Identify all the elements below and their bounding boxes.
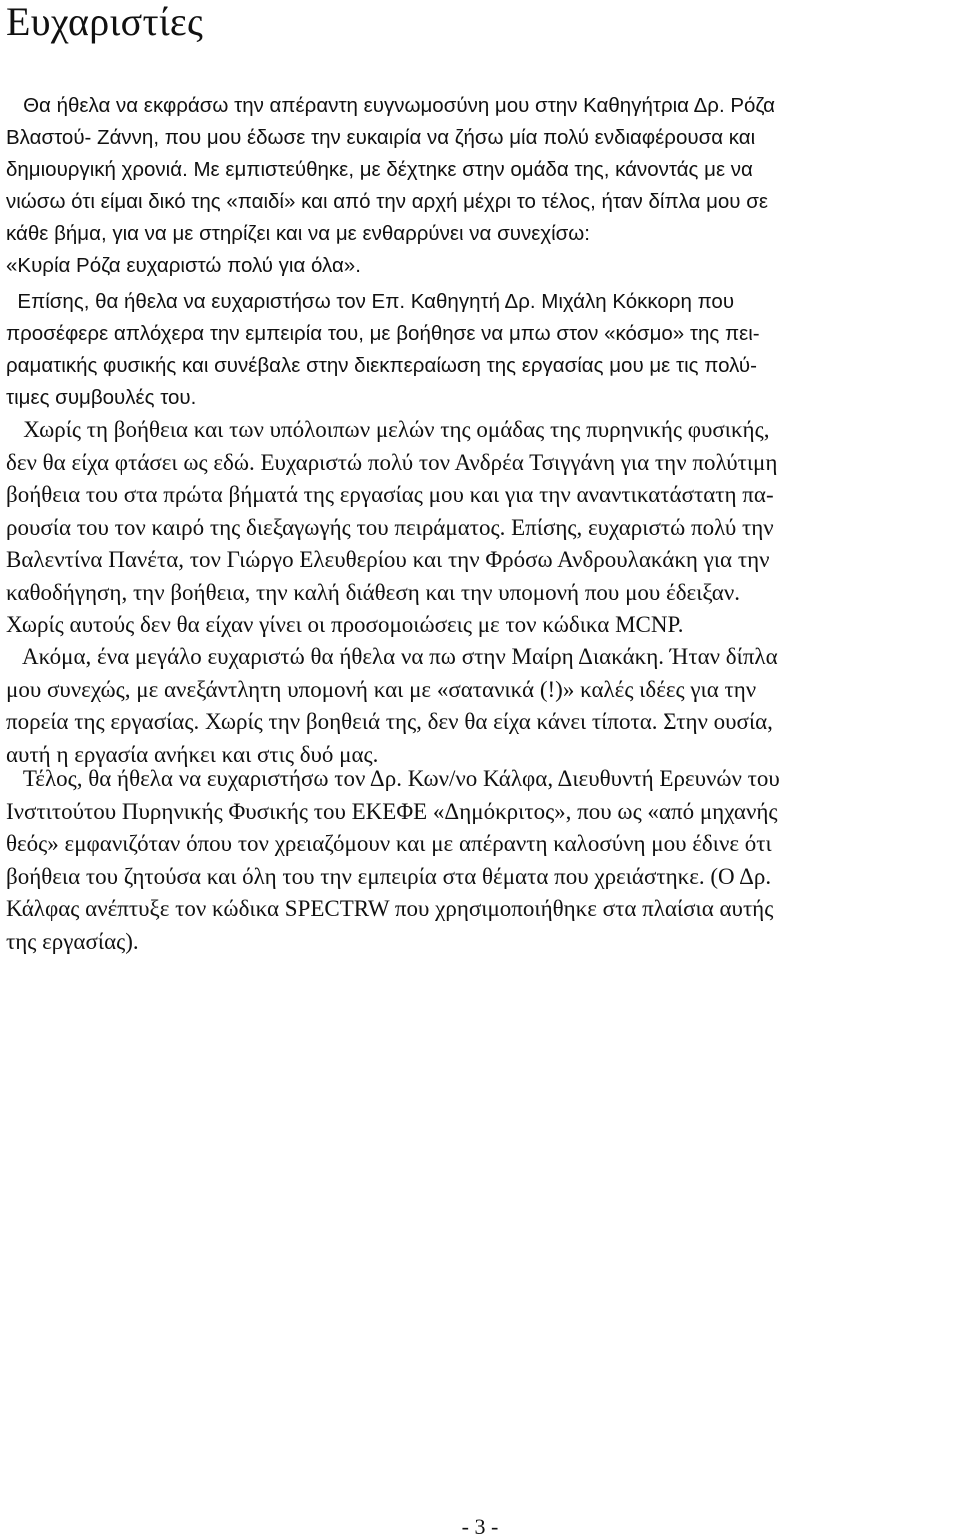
text-line: θεός» εμφανιζόταν όπου τον χρειαζόμουν και με απέραντη καλοσύνη μου έδινε ότι	[6, 831, 772, 856]
text-line: Κάλφας ανέπτυξε τον κώδικα SPECTRW που χρησιμοποιήθηκε στα πλαίσια αυτής	[6, 896, 774, 921]
paragraph-gratitude-colleague	[6, 641, 932, 771]
paragraph-gratitude-director	[6, 763, 932, 958]
text-line: Ινστιτούτου Πυρηνικής Φυσικής του ΕΚΕΦΕ «Δημόκριτος», που ως «από μηχανής	[6, 798, 778, 824]
text-line: τιμες συμβουλές του.	[6, 386, 197, 409]
text-line: βοήθεια του στα πρώτα βήματά της εργασίας μου και για την αναντικατάστατη πα-	[6, 482, 774, 507]
text-line: προσέφερε απλόχερα την εμπειρία του, με βοήθησε να μπω στον «κόσμο» της πει-	[6, 322, 760, 345]
text-line: δημιουργική χρονιά. Με εμπιστεύθηκε, με δέχτηκε στην ομάδα της, κάνοντάς με να	[6, 158, 753, 181]
paragraph-gratitude-professor	[6, 286, 932, 414]
page-number: - 3 -	[461, 1514, 499, 1539]
text-line: δεν θα είχα φτάσει ως εδώ. Ευχαριστώ πολύ τον Ανδρέα Τσιγγάνη για την πολύτιμη	[6, 449, 778, 475]
text-line: αυτή η εργασία ανήκει και στις δυό μας.	[6, 741, 379, 767]
text-line: Επίσης, θα ήθελα να ευχαριστήσω τον Επ. Καθηγητή Δρ. Μιχάλη Κόκκορη που	[6, 290, 735, 313]
text-line: Χωρίς τη βοήθεια και των υπόλοιπων μελών της ομάδας της πυρηνικής φυσικής,	[6, 417, 770, 442]
text-line: Ακόμα, ένα μεγάλο ευχαριστώ θα ήθελα να πω στην Μαίρη Διακάκη. Ήταν δίπλα	[6, 644, 778, 669]
page-title: Ευχαριστίες	[6, 0, 204, 44]
text-line: της εργασίας).	[6, 928, 139, 954]
text-line: κάθε βήμα, για να με στηρίζει και να με ενθαρρύνει να συνεχίσω:	[6, 222, 590, 245]
text-line: βοήθεια του ζητούσα και όλη του την εμπειρία στα θέματα που χρειάστηκε. (Ο Δρ.	[6, 863, 772, 889]
text-line: Βλαστού- Ζάννη, που μου έδωσε την ευκαιρία να ζήσω μία πολύ ενδιαφέρουσα και	[6, 126, 756, 149]
text-line: ραματικής φυσικής και συνέβαλε στην διεκπεραίωση της εργασίας μου με τις πολύ-	[6, 354, 757, 377]
text-line: ρουσία του τον καιρό της διεξαγωγής του πειράματος. Επίσης, ευχαριστώ πολύ την	[6, 514, 774, 540]
text-line: Χωρίς αυτούς δεν θα είχαν γίνει οι προσομοιώσεις με τον κώδικα MCNP.	[6, 612, 684, 637]
text-line: μου συνεχώς, με ανεξάντλητη υπομονή και με «σατανικά (!)» καλές ιδέες για την	[6, 676, 757, 702]
text-line: «Κυρία Ρόζα ευχαριστώ πολύ για όλα».	[6, 254, 361, 277]
text-line: Τέλος, θα ήθελα να ευχαριστήσω τον Δρ. Κων/νο Κάλφα, Διευθυντή Ερευνών του	[6, 766, 780, 791]
text-line: πορεία της εργασίας. Χωρίς την βοηθειά της, δεν θα είχα κάνει τίποτα. Στην ουσία,	[6, 709, 773, 734]
text-line: νιώσω ότι είμαι δικό της «παιδί» και από την αρχή μέχρι το τέλος, ήταν δίπλα μου σε	[6, 190, 768, 213]
paragraph-gratitude-supervisor	[6, 90, 932, 282]
text-line: Θα ήθελα να εκφράσω την απέραντη ευγνωμοσύνη μου στην Καθηγήτρια Δρ. Ρόζα	[6, 94, 775, 117]
text-line: Βαλεντίνα Πανέτα, τον Γιώργο Ελευθερίου και την Φρόσω Ανδρουλακάκη για την	[6, 547, 770, 572]
paragraph-gratitude-team	[6, 414, 932, 642]
text-line: καθοδήγηση, την βοήθεια, την καλή διάθεση και την υπομονή που μου έδειξαν.	[6, 579, 740, 605]
